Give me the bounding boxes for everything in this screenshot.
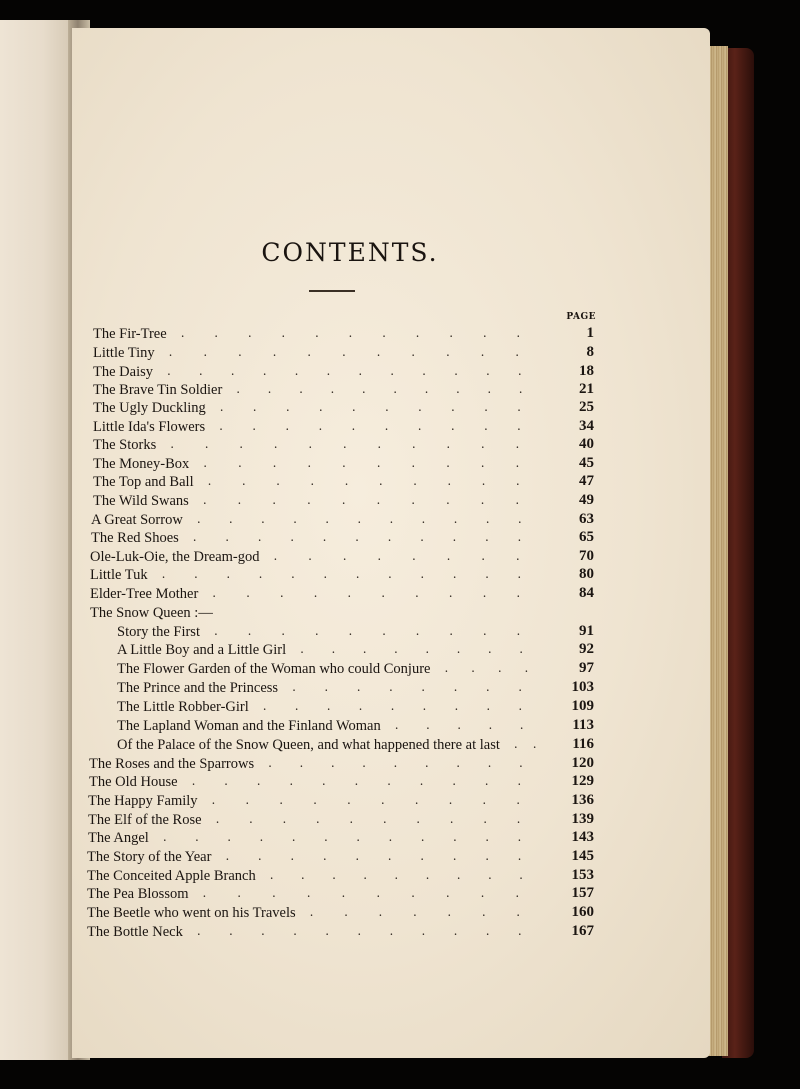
toc-entry-page: 47 [579, 473, 594, 489]
dot-leader: .... [444, 661, 552, 675]
dot-leader: ............ [161, 567, 550, 581]
toc-entry-title: The Little Robber-Girl [117, 699, 249, 715]
toc-entry-page: 139 [571, 811, 594, 827]
toc-entry-page: 120 [571, 755, 594, 771]
toc-entry-title: The Angel [88, 830, 149, 846]
toc-entry [93, 456, 594, 475]
toc-entry-title: The Story of the Year [87, 849, 212, 865]
toc-entry-page: 80 [579, 566, 594, 582]
toc-entry [117, 718, 594, 737]
toc-entry [117, 680, 594, 699]
toc-entry-page: 45 [579, 455, 594, 471]
toc-entry-title: The Prince and the Princess [117, 680, 279, 696]
toc-entry-page: 18 [579, 363, 594, 379]
toc-entry-page: 153 [571, 867, 594, 883]
toc-entry [93, 326, 594, 345]
toc-entry-page: 34 [579, 418, 594, 434]
toc-entry-page: 25 [579, 399, 594, 415]
toc-entry [87, 868, 594, 887]
dot-leader: .......... [202, 886, 551, 900]
toc-entry [87, 905, 594, 924]
toc-entry [87, 924, 594, 943]
toc-entry [93, 419, 594, 438]
dot-leader: .......... [203, 456, 551, 470]
toc-entry-title: The Red Shoes [91, 530, 179, 546]
toc-entry-page: 65 [579, 529, 594, 545]
dot-leader: ........... [191, 774, 550, 788]
toc-entry-page: 129 [571, 773, 594, 789]
toc-entry-title: The Storks [93, 437, 157, 453]
toc-entry [117, 737, 594, 756]
toc-entry-page: 63 [579, 511, 594, 527]
toc-entry [117, 642, 594, 661]
toc-entry-page: 70 [579, 548, 594, 564]
toc-entry-page: 97 [579, 660, 594, 676]
toc-entry [93, 345, 594, 364]
toc-entry [88, 812, 594, 831]
toc-entry-title: The Brave Tin Soldier [93, 382, 223, 398]
dot-leader: ............ [167, 364, 550, 378]
toc-entry-page: 91 [579, 623, 594, 639]
toc-entry-page: 116 [572, 736, 594, 752]
dot-leader: .......... [236, 382, 551, 396]
dot-leader: .......... [207, 474, 551, 488]
dot-leader: ........... [192, 530, 550, 544]
toc-entry-page: 21 [579, 381, 594, 397]
toc-entry-title: The Fir-Tree [93, 326, 167, 342]
toc-entry [90, 549, 594, 568]
toc-entry-page: 1 [586, 325, 594, 341]
dot-leader: ........ [273, 549, 551, 563]
dot-leader: ......... [262, 699, 551, 713]
toc-entry [91, 512, 594, 531]
dot-leader: ......... [268, 756, 551, 770]
dot-leader: .......... [202, 493, 551, 507]
toc-entry-title: The Elf of the Rose [88, 812, 202, 828]
dot-leader: ..... [394, 718, 552, 732]
toc-entry-page: 167 [571, 923, 594, 939]
toc-entry-title: The Bottle Neck [87, 924, 183, 940]
toc-entry-page: 136 [571, 792, 594, 808]
toc-entry-title: The Top and Ball [93, 474, 194, 490]
toc-entry-title: The Flower Garden of the Woman who could Conjure [117, 661, 431, 677]
toc-entry-title: Ole-Luk-Oie, the Dream-god [90, 549, 260, 565]
toc-entry-title: The Conceited Apple Branch [87, 868, 256, 884]
toc-entry [90, 567, 594, 586]
dot-leader: ........ [300, 642, 551, 656]
toc-entry-title: The Lapland Woman and the Finland Woman [117, 718, 381, 734]
toc-entry-page: 103 [571, 679, 594, 695]
dot-leader: .......... [211, 793, 551, 807]
dot-leader: ......... [269, 868, 551, 882]
toc-entry [89, 756, 594, 775]
toc-entry [93, 400, 594, 419]
toc-entry [89, 774, 594, 793]
toc-entry [117, 661, 594, 680]
toc-entry-title: Little Tiny [93, 345, 155, 361]
toc-entry [93, 493, 594, 512]
toc-entry-title: Little Ida's Flowers [93, 419, 206, 435]
toc-entry-title: A Little Boy and a Little Girl [117, 642, 287, 658]
toc-entry-title: A Great Sorrow [91, 512, 183, 528]
page-column-label: PAGE [566, 312, 596, 322]
dot-leader: ........... [170, 437, 550, 451]
toc-entry [87, 849, 594, 868]
dot-leader: .......... [225, 849, 551, 863]
page-title: CONTENTS. [261, 238, 439, 267]
toc-entry-page: 157 [571, 885, 594, 901]
toc-entry-title: The Daisy [93, 364, 153, 380]
toc-entry-title: Of the Palace of the Snow Queen, and what happened there at last [117, 737, 500, 753]
toc-entry-page: 109 [571, 698, 594, 714]
dot-leader: ....... [309, 905, 551, 919]
toc-entry-page: 40 [579, 436, 594, 452]
dot-leader: .. [513, 737, 552, 751]
toc-entry-page: 84 [579, 585, 594, 601]
toc-entry-page: 49 [579, 492, 594, 508]
toc-entry-title: Little Tuk [90, 567, 148, 583]
toc-entry [90, 605, 594, 624]
dot-leader: ............ [162, 830, 550, 844]
toc-entry [93, 382, 594, 401]
toc-entry [93, 474, 594, 493]
toc-entry [88, 830, 594, 849]
toc-entry [88, 793, 594, 812]
toc-entry [93, 437, 594, 456]
dot-leader: .......... [219, 419, 551, 433]
dot-leader: .......... [212, 586, 551, 600]
dot-leader: ........... [196, 924, 550, 938]
toc-entry-page: 160 [571, 904, 594, 920]
dot-leader: ........... [196, 512, 550, 526]
toc-entry [93, 364, 594, 383]
dot-leader: ........ [292, 680, 551, 694]
toc-entry [90, 586, 594, 605]
toc-entry-title: The Snow Queen :— [90, 605, 213, 621]
toc-entry-title: The Pea Blossom [87, 886, 189, 902]
dot-leader: .......... [213, 624, 551, 638]
toc-entry-page: 92 [579, 641, 594, 657]
toc-entry-title: The Roses and the Sparrows [89, 756, 255, 772]
toc-entry-title: The Ugly Duckling [93, 400, 206, 416]
dot-leader: ........... [168, 345, 550, 359]
toc-entry-page: 143 [571, 829, 594, 845]
toc-entry-title: Story the First [117, 624, 200, 640]
dot-leader: .......... [219, 400, 551, 414]
toc-entry-page: 145 [571, 848, 594, 864]
toc-entry-title: The Old House [89, 774, 178, 790]
dot-leader: .......... [215, 812, 551, 826]
toc-entry [87, 886, 594, 905]
toc-entry-title: The Wild Swans [93, 493, 189, 509]
dot-leader: ........... [180, 326, 550, 340]
toc-entry [117, 624, 594, 643]
toc-entry-title: The Money-Box [93, 456, 190, 472]
toc-entry-page: 8 [586, 344, 594, 360]
toc-entry [117, 699, 594, 718]
toc-entry [91, 530, 594, 549]
toc-entry-page: 113 [572, 717, 594, 733]
toc-entry-title: The Beetle who went on his Travels [87, 905, 296, 921]
toc-entry-title: The Happy Family [88, 793, 198, 809]
toc-entry-title: Elder-Tree Mother [90, 586, 199, 602]
